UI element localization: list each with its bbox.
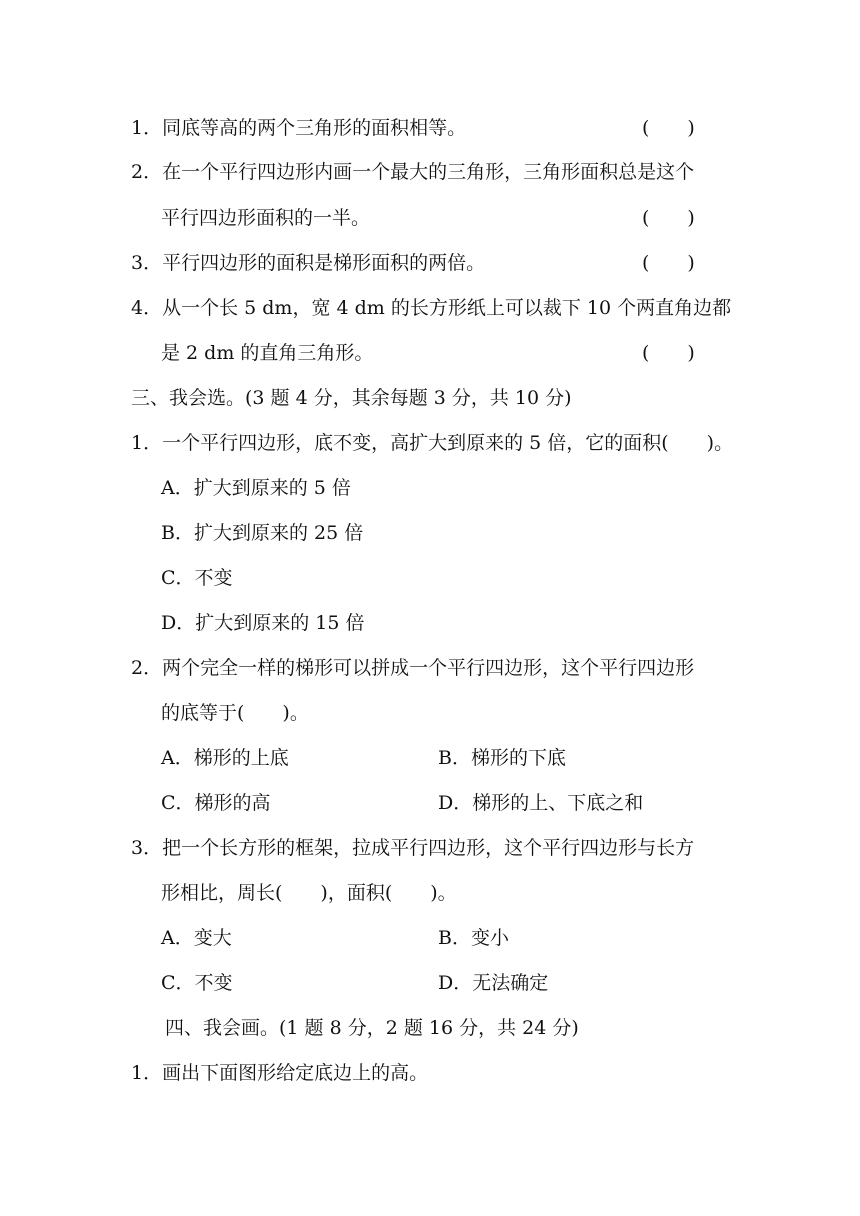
item-number: 2． <box>131 657 163 679</box>
option-a[interactable]: A．变大 <box>161 927 232 949</box>
item-number: 4． <box>131 297 163 319</box>
option-b[interactable]: B．梯形的下底 <box>438 747 566 769</box>
option-d[interactable]: D．扩大到原来的 15 倍 <box>161 612 365 634</box>
choice-q2 <box>131 656 694 680</box>
option-b[interactable]: B．变小 <box>438 927 509 949</box>
answer-blank[interactable]: ( ) <box>642 117 695 139</box>
option-c[interactable]: C．不变 <box>161 972 233 994</box>
answer-blank[interactable]: ( ) <box>642 342 695 364</box>
answer-blank[interactable]: ( ) <box>642 252 695 274</box>
option-a[interactable]: A．梯形的上底 <box>161 747 289 769</box>
option-b[interactable]: B．扩大到原来的 25 倍 <box>161 522 364 544</box>
item-text: 同底等高的两个三角形的面积相等。 <box>162 117 467 139</box>
answer-blank[interactable]: ( ) <box>642 207 695 229</box>
judge-item-4 <box>131 296 731 320</box>
choice-q3 <box>131 836 694 860</box>
item-number: 2． <box>131 161 163 183</box>
item-text: 画出下面图形给定底边上的高。 <box>162 1062 429 1084</box>
section-4-title: 四、我会画。(1 题 8 分，2 题 16 分，共 24 分) <box>165 1017 579 1039</box>
judge-item-3 <box>131 251 485 275</box>
item-text: 把一个长方形的框架，拉成平行四边形，这个平行四边形与长方 <box>162 837 695 859</box>
item-text: 一个平行四边形，底不变，高扩大到原来的 5 倍，它的面积( )。 <box>162 432 734 454</box>
judge-item-2-cont: 平行四边形面积的一半。 <box>161 207 371 229</box>
draw-q1 <box>131 1061 428 1085</box>
item-number: 1． <box>131 432 163 454</box>
item-text: 两个完全一样的梯形可以拼成一个平行四边形，这个平行四边形 <box>162 657 695 679</box>
section-3-title: 三、我会选。(3 题 4 分，其余每题 3 分，共 10 分) <box>131 387 572 409</box>
option-d[interactable]: D．梯形的上、下底之和 <box>438 792 644 814</box>
choice-q3-cont: 形相比，周长( )，面积( )。 <box>161 882 457 904</box>
judge-item-2 <box>131 160 694 184</box>
item-text: 平行四边形的面积是梯形面积的两倍。 <box>162 252 486 274</box>
item-number: 1． <box>131 117 163 139</box>
item-number: 3． <box>131 837 163 859</box>
option-c[interactable]: C．梯形的高 <box>161 792 271 814</box>
item-number: 1． <box>131 1062 163 1084</box>
item-text: 从一个长 5 dm，宽 4 dm 的长方形纸上可以裁下 10 个两直角边都 <box>162 297 732 319</box>
judge-item-4-cont: 是 2 dm 的直角三角形。 <box>161 342 374 364</box>
choice-q1 <box>131 431 733 455</box>
item-number: 3． <box>131 252 163 274</box>
item-text: 在一个平行四边形内画一个最大的三角形，三角形面积总是这个 <box>162 161 695 183</box>
judge-item-1 <box>131 116 466 140</box>
option-d[interactable]: D．无法确定 <box>438 972 549 994</box>
choice-q2-cont: 的底等于( )。 <box>161 702 309 724</box>
option-a[interactable]: A．扩大到原来的 5 倍 <box>161 477 351 499</box>
option-c[interactable]: C．不变 <box>161 567 233 589</box>
